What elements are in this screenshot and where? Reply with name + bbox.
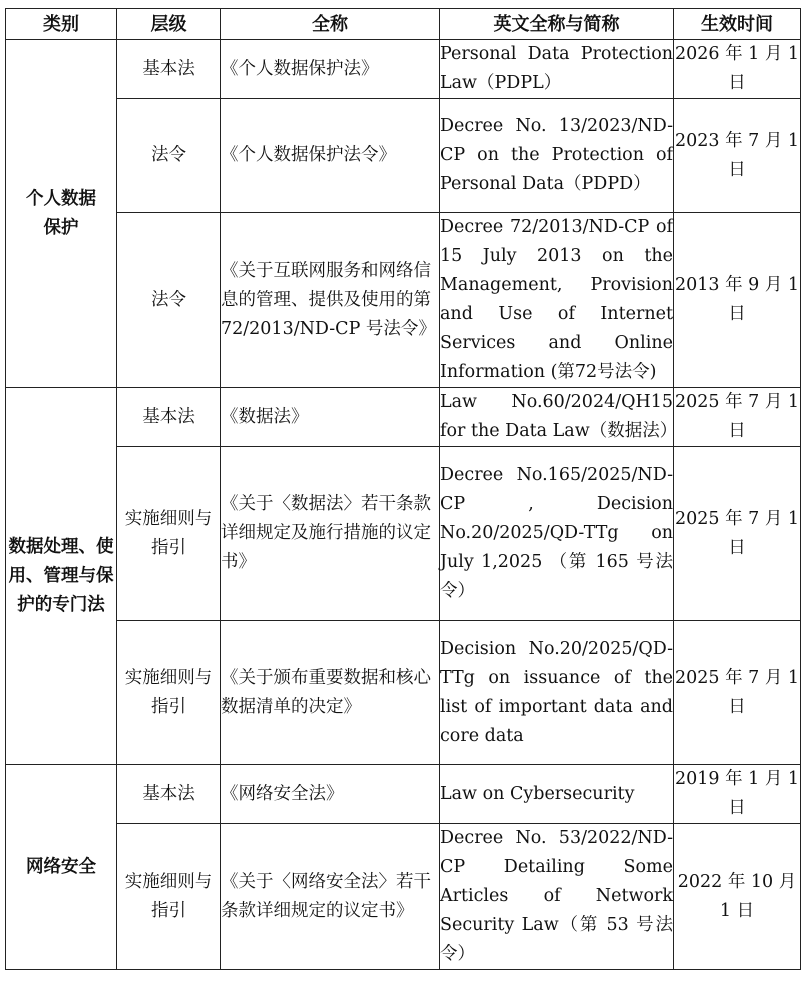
english-name-cell: Decree 72/2013/ND-CP of 15 July 2013 on the Management, Provision and Use of Internet Services and Online Information (第72号法令) bbox=[440, 213, 674, 388]
category-cell bbox=[6, 40, 117, 388]
full-name-cell: 《个人数据保护法》 bbox=[221, 40, 440, 99]
level-cell: 实施细则与指引 bbox=[117, 824, 221, 970]
effective-date-cell: 2019 年 1 月 1 日 bbox=[674, 765, 801, 824]
english-name-cell: Law No.60/2024/QH15 for the Data Law（数据法） bbox=[440, 388, 674, 447]
english-name-cell: Decree No. 53/2022/ND-CP Detailing Some Articles of Network Security Law（第 53 号法令） bbox=[440, 824, 674, 970]
header-level: 层级 bbox=[117, 9, 221, 40]
category-cell bbox=[6, 388, 117, 765]
effective-date-cell: 2023 年 7 月 1 日 bbox=[674, 99, 801, 213]
full-name-cell: 《数据法》 bbox=[221, 388, 440, 447]
level-cell: 法令 bbox=[117, 99, 221, 213]
header-effective-date: 生效时间 bbox=[674, 9, 801, 40]
full-name-cell: 《网络安全法》 bbox=[221, 765, 440, 824]
header-full-name: 全称 bbox=[221, 9, 440, 40]
table-row bbox=[6, 213, 801, 388]
level-cell: 法令 bbox=[117, 213, 221, 388]
header-category: 类别 bbox=[6, 9, 117, 40]
full-name-cell: 《关于互联网服务和网络信息的管理、提供及使用的第 72/2013/ND-CP 号法令》 bbox=[221, 213, 440, 388]
level-cell: 基本法 bbox=[117, 388, 221, 447]
category-label: 网络安全 bbox=[26, 856, 96, 877]
effective-date-cell: 2025 年 7 月 1 日 bbox=[674, 447, 801, 621]
english-name-cell: Personal Data Protection Law（PDPL） bbox=[440, 40, 674, 99]
english-name-cell: Decree No. 13/2023/ND-CP on the Protection of Personal Data（PDPD） bbox=[440, 99, 674, 213]
full-name-cell: 《关于〈数据法〉若干条款详细规定及施行措施的议定书》 bbox=[221, 447, 440, 621]
english-name-cell: Decision No.20/2025/QD-TTg on issuance of the list of important data and core data bbox=[440, 621, 674, 765]
level-cell: 基本法 bbox=[117, 40, 221, 99]
level-cell: 实施细则与指引 bbox=[117, 447, 221, 621]
category-label: 数据处理、使用、管理与保护的专门法 bbox=[8, 536, 114, 615]
english-name-cell: Law on Cybersecurity bbox=[440, 765, 674, 824]
level-cell: 基本法 bbox=[117, 765, 221, 824]
effective-date-cell: 2022 年 10 月 1 日 bbox=[674, 824, 801, 970]
law-table bbox=[5, 8, 801, 970]
full-name-cell: 《个人数据保护法令》 bbox=[221, 99, 440, 213]
header-english-name: 英文全称与简称 bbox=[440, 9, 674, 40]
full-name-cell: 《关于颁布重要数据和核心数据清单的决定》 bbox=[221, 621, 440, 765]
effective-date-cell: 2013 年 9 月 1 日 bbox=[674, 213, 801, 388]
table-row bbox=[6, 621, 801, 765]
table-row bbox=[6, 447, 801, 621]
english-name-cell: Decree No.165/2025/ND-CP , Decision No.20/2025/QD-TTg on July 1,2025 （第 165 号法令） bbox=[440, 447, 674, 621]
header-row bbox=[6, 9, 801, 40]
table-row bbox=[6, 765, 801, 824]
category-cell bbox=[6, 765, 117, 970]
table-row bbox=[6, 824, 801, 970]
category-label: 个人数据保护 bbox=[26, 188, 96, 238]
full-name-cell: 《关于〈网络安全法〉若干条款详细规定的议定书》 bbox=[221, 824, 440, 970]
effective-date-cell: 2025 年 7 月 1 日 bbox=[674, 621, 801, 765]
level-cell: 实施细则与指引 bbox=[117, 621, 221, 765]
table-row bbox=[6, 99, 801, 213]
effective-date-cell: 2026 年 1 月 1 日 bbox=[674, 40, 801, 99]
table-row bbox=[6, 40, 801, 99]
table-row bbox=[6, 388, 801, 447]
effective-date-cell: 2025 年 7 月 1 日 bbox=[674, 388, 801, 447]
